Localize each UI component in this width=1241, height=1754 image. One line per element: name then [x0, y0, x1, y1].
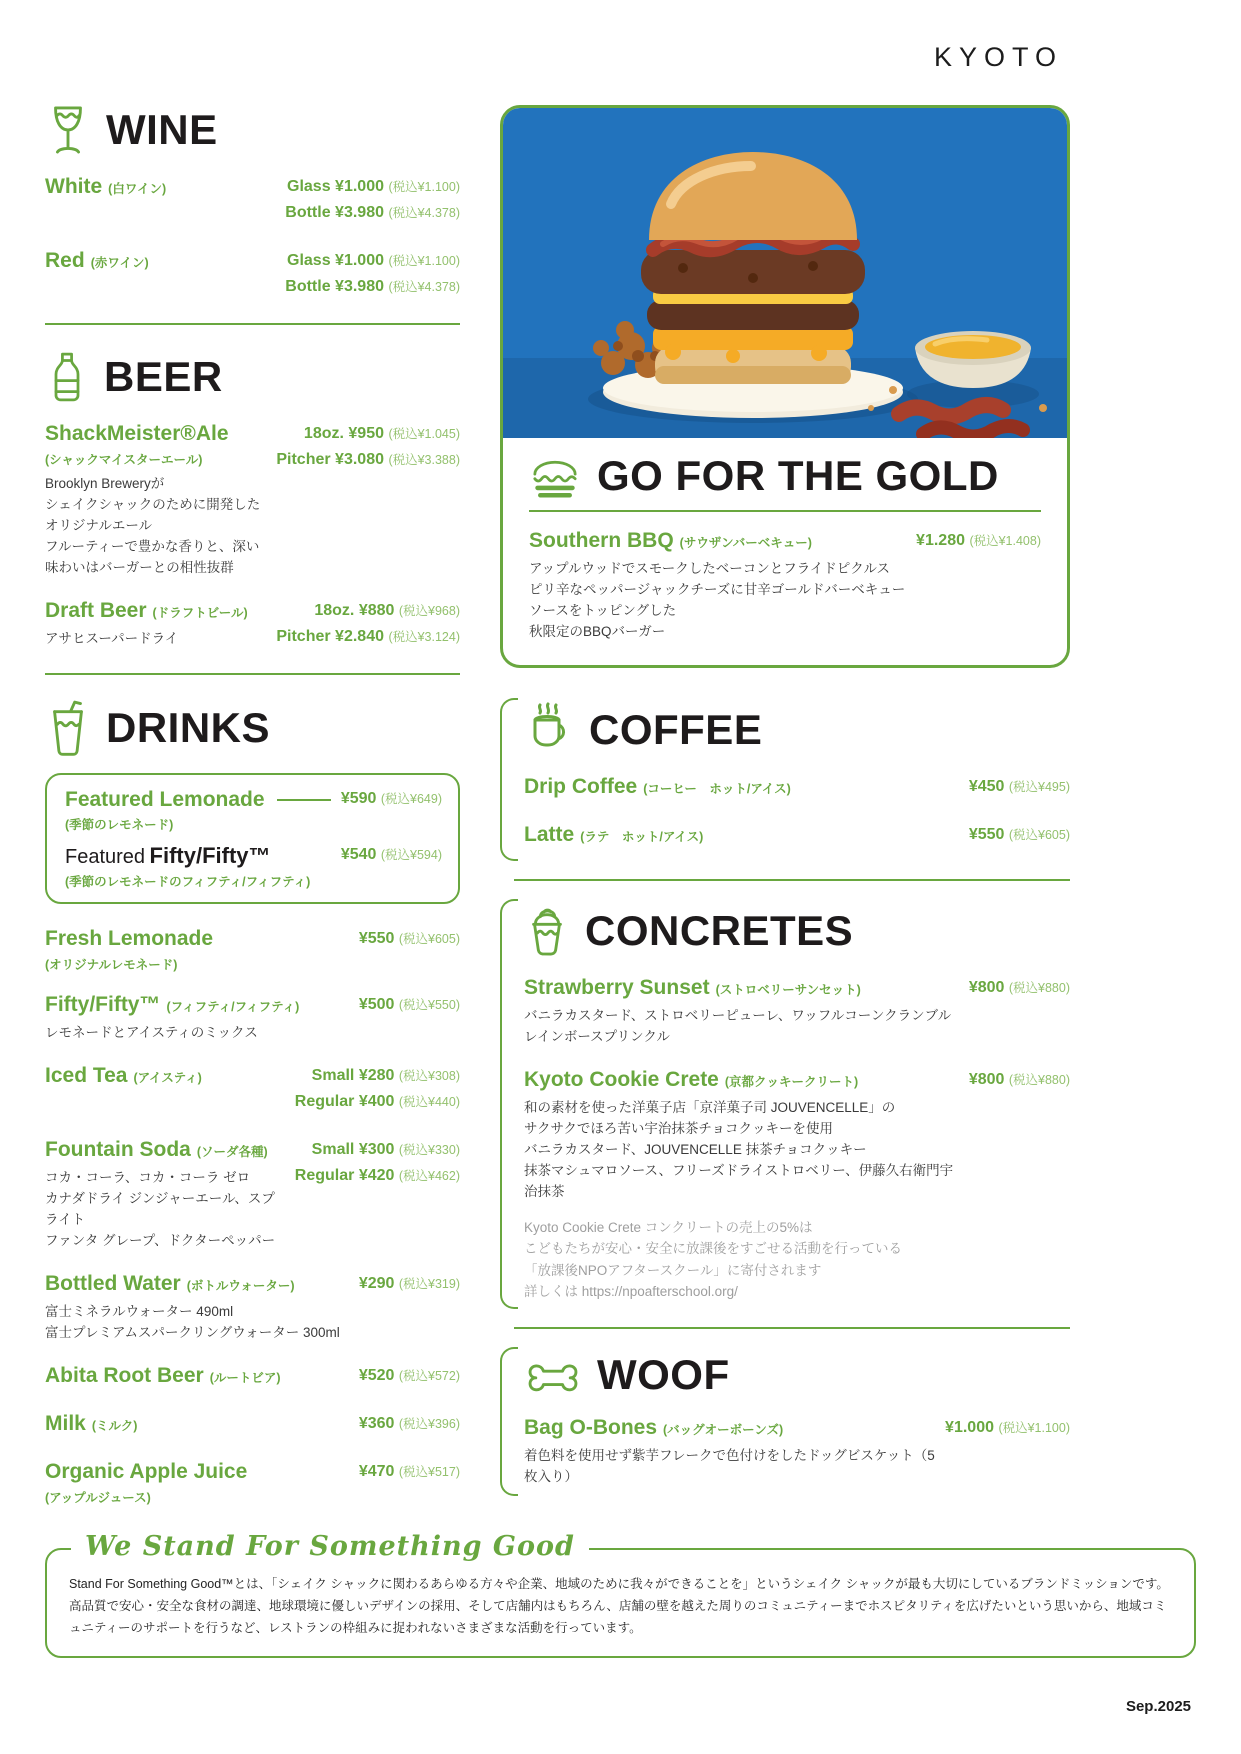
price-line: 18oz. ¥950 (税込¥1.045) — [303, 425, 460, 442]
burger-icon — [529, 454, 581, 498]
price-line: Regular ¥420 (税込¥462) — [294, 1167, 460, 1185]
item-description: バニラカスタード、ストロベリーピューレ、ワッフルコーンクランブル レインボースプリンクル — [524, 1008, 952, 1044]
item-name: Latte — [524, 822, 575, 846]
menu-item-fountain-soda — [45, 1137, 460, 1252]
item-name: Drip Coffee — [524, 774, 638, 798]
right-column — [500, 105, 1070, 1525]
brand-mission-box — [45, 1531, 1196, 1658]
item-description: 富士ミネラルウォーター 490ml 富士プレミアムスパークリングウォーター 300ml — [45, 1304, 340, 1341]
item-name: Fifty/Fifty™ — [45, 993, 161, 1017]
item-name: Organic Apple Juice — [45, 1460, 248, 1484]
item-name: White — [45, 175, 103, 198]
coffee-mug-icon — [524, 702, 574, 758]
wine-section-header — [45, 102, 460, 158]
section-title-wine: WINE — [106, 106, 218, 153]
price-line: ¥800 (税込¥880) — [968, 978, 1070, 996]
menu-item-strawberry-sunset — [524, 975, 1070, 1048]
item-name-jp: (ルートビア) — [209, 1371, 281, 1386]
menu-item-red-wine — [45, 248, 460, 303]
price-line: ¥360 (税込¥396) — [358, 1415, 460, 1433]
item-name: Milk — [45, 1412, 86, 1436]
item-name-jp: (ソーダ各種) — [196, 1145, 268, 1160]
price-line: Pitcher ¥3.080 (税込¥3.388) — [276, 451, 460, 468]
item-name-jp: (季節のレモネードのフィフティ/フィフティ) — [65, 874, 311, 889]
price-line: 18oz. ¥880 (税込¥968) — [314, 601, 460, 619]
concretes-section-header — [524, 903, 1070, 959]
menu-date: Sep.2025 — [1125, 1698, 1191, 1715]
price-line: Glass ¥1.000 (税込¥1.100) — [287, 178, 460, 195]
drinks-section-header — [45, 699, 460, 757]
menu-item-fifty-fifty — [45, 992, 460, 1044]
section-title-woof: WOOF — [597, 1351, 730, 1399]
bone-icon — [524, 1353, 582, 1397]
item-name-jp: (京都クッキークリート) — [724, 1074, 859, 1089]
item-description: 着色料を使用せず紫芋フレークで色付けをしたドッグビスケット（5枚入り） — [524, 1448, 935, 1485]
item-name-jp: (ボトルウォーター) — [186, 1279, 295, 1294]
section-title-gold: GO FOR THE GOLD — [597, 452, 999, 499]
price-line: ¥1.280 (税込¥1.408) — [916, 532, 1041, 549]
section-divider — [514, 879, 1070, 881]
price-line: Regular ¥400 (税込¥440) — [294, 1093, 460, 1111]
menu-item-shackmeister-ale — [45, 421, 460, 579]
price-line: ¥800 (税込¥880) — [968, 1070, 1070, 1088]
price-line: Bottle ¥3.980 (税込¥4.378) — [285, 204, 460, 221]
coffee-section — [500, 694, 1070, 865]
price-line: ¥1.000 (税込¥1.100) — [945, 1419, 1070, 1437]
burger-photo — [503, 108, 1067, 438]
price-line: ¥450 (税込¥495) — [968, 777, 1070, 795]
price-line: Small ¥280 (税込¥308) — [311, 1067, 460, 1085]
item-name-jp: (コーヒー ホット/アイス) — [643, 781, 791, 796]
section-divider — [45, 673, 460, 675]
item-description: アサヒスーパードライ — [45, 630, 179, 646]
item-name-jp: (オリジナルレモネード) — [45, 958, 178, 973]
price-line: ¥290 (税込¥319) — [358, 1275, 460, 1293]
price-line: ¥590 (税込¥649) — [340, 789, 442, 807]
item-name: Featured Lemonade — [65, 787, 265, 811]
price-line: ¥470 (税込¥517) — [358, 1463, 460, 1481]
mission-script-title: We Stand For Something Good — [71, 1531, 589, 1562]
item-name: Fifty/Fifty™ — [149, 842, 271, 868]
item-name: Strawberry Sunset — [524, 975, 710, 999]
price-line: ¥520 (税込¥572) — [358, 1367, 460, 1385]
menu-item-kyoto-cookie-crete — [524, 1067, 1070, 1303]
concrete-cup-icon — [524, 903, 570, 959]
item-name-prefix: Featured — [65, 845, 146, 868]
section-divider — [514, 1327, 1070, 1329]
drink-cup-icon — [45, 699, 91, 757]
featured-item-fifty-fifty — [65, 843, 442, 869]
item-description: アップルウッドでスモークしたベーコンとフライドピクルス ピリ辛なペッパージャックチーズに甘辛ゴールドバーベキューソースをトッピングした 秋限定のBBQバーガー — [529, 561, 906, 639]
menu-item-draft-beer — [45, 598, 460, 653]
item-name: Draft Beer — [45, 598, 147, 622]
item-description: 和の素材を使った洋菓子店「京洋菓子司 JOUVENCELLE」の サクサクでほろ苦い宇治抹茶チョコクッキーを使用 バニラカスタード、JOUVENCELLE 抹茶チョコクッキー 抹茶マシュマロソース、フリーズドライストロベリー、伊藤久右衛門宇治抹茶 — [524, 1100, 954, 1199]
menu-item-drip-coffee — [524, 774, 1070, 803]
menu-item-milk — [45, 1411, 460, 1440]
price-line: ¥550 (税込¥605) — [358, 929, 460, 947]
item-name: Southern BBQ — [529, 529, 674, 552]
menu-item-southern-bbq — [529, 528, 1041, 643]
item-name-jp: (赤ワイン) — [90, 256, 149, 270]
price-line: Pitcher ¥2.840 (税込¥3.124) — [276, 627, 460, 645]
go-for-the-gold-box — [500, 105, 1070, 668]
section-title-beer: BEER — [104, 353, 223, 400]
section-divider — [45, 323, 460, 325]
featured-drinks-box — [45, 773, 460, 904]
item-name-jp: (アップルジュース) — [45, 1491, 151, 1506]
menu-item-latte — [524, 822, 1070, 851]
item-name: Kyoto Cookie Crete — [524, 1067, 719, 1091]
menu-item-white-wine — [45, 174, 460, 229]
item-name: Fresh Lemonade — [45, 926, 214, 950]
beer-section-header — [45, 349, 460, 405]
woof-section — [500, 1343, 1070, 1500]
menu-item-iced-tea — [45, 1063, 460, 1118]
item-name-jp: (ミルク) — [91, 1419, 138, 1434]
item-name: Iced Tea — [45, 1064, 128, 1088]
item-description: レモネードとアイスティのミックス — [45, 1025, 258, 1041]
featured-item-lemonade — [65, 787, 442, 812]
menu-item-organic-apple-juice — [45, 1459, 460, 1506]
item-name: ShackMeister®Ale — [45, 422, 229, 445]
gold-section-header — [529, 452, 1041, 512]
item-name-jp: (白ワイン) — [108, 182, 167, 196]
location-label: KYOTO — [933, 42, 1063, 72]
item-name-jp: (バッグオーボーンズ) — [663, 1423, 784, 1438]
price-line: ¥550 (税込¥605) — [968, 825, 1070, 843]
item-name: Abita Root Beer — [45, 1364, 204, 1388]
item-name-jp: (フィフティ/フィフティ) — [166, 1000, 300, 1015]
item-name-jp: (ラテ ホット/アイス) — [580, 829, 704, 844]
item-name: Red — [45, 249, 85, 272]
price-line: ¥500 (税込¥550) — [358, 996, 460, 1014]
item-name: Bag O-Bones — [524, 1416, 658, 1440]
item-name-jp: (サウザンバーベキュー) — [679, 536, 812, 550]
item-name: Bottled Water — [45, 1272, 181, 1296]
menu-item-bag-o-bones — [524, 1415, 1070, 1488]
donation-note: Kyoto Cookie Crete コンクリートの売上の5%は こどもたちが安心・安全に放課後をすごせる活動を行っている 「放課後NPOアフタースクール」に寄付されます 詳しくは https://npoafterschool.org/ — [524, 1219, 902, 1300]
menu-item-fresh-lemonade — [45, 926, 460, 973]
item-name-jp: (季節のレモネード) — [65, 817, 174, 832]
item-description: Brooklyn Breweryが シェイクシャックのために開発したオリジナルエール フルーティーで豊かな香りと、深い味わいはバーガーとの相性抜群 — [45, 476, 261, 575]
price-line: Glass ¥1.000 (税込¥1.100) — [287, 252, 460, 269]
coffee-section-header — [524, 702, 1070, 758]
woof-section-header — [524, 1351, 1070, 1399]
leader-line — [277, 799, 331, 801]
beer-bottle-icon — [45, 349, 89, 405]
section-title-coffee: COFFEE — [589, 705, 763, 753]
section-title-drinks: DRINKS — [106, 703, 271, 751]
wine-glass-icon — [45, 102, 91, 158]
section-title-concretes: CONCRETES — [585, 906, 854, 954]
item-name-jp: (アイスティ) — [133, 1071, 202, 1086]
left-column — [45, 100, 460, 1525]
item-description: コカ・コーラ、コカ・コーラ ゼロ カナダドライ ジンジャーエール、スプライト ファンタ グレープ、ドクターペッパー — [45, 1170, 276, 1249]
menu-item-bottled-water — [45, 1271, 460, 1344]
concretes-section — [500, 895, 1070, 1313]
item-name-jp: (ストロベリーサンセット) — [715, 982, 861, 997]
mission-body-text: Stand For Something Good™とは、「シェイク シャックに関わるあらゆる方々や企業、地域のために我々ができることを」というシェイク シャックが最も大切にしているブランドミッションです。高品質で安心・安全な食材の調達、地球環境に優しいデザインの採用、そして店舗内はもちろん、店舗の壁を越えた周りのコミュニティーまでホスピタリティを広げたいという思いから、地域コミュニティーのサポートを行うなど、レストランの枠組みに捉われないさまざまな活動を行っています。 — [69, 1577, 1169, 1635]
menu-item-abita-root-beer — [45, 1363, 460, 1392]
item-name-jp: (シャックマイスターエール) — [45, 453, 203, 468]
price-line: Bottle ¥3.980 (税込¥4.378) — [285, 278, 460, 295]
item-name-jp: (ドラフトビール) — [152, 605, 248, 620]
item-name: Fountain Soda — [45, 1138, 191, 1162]
price-line: ¥540 (税込¥594) — [340, 845, 442, 863]
price-line: Small ¥300 (税込¥330) — [311, 1141, 460, 1159]
